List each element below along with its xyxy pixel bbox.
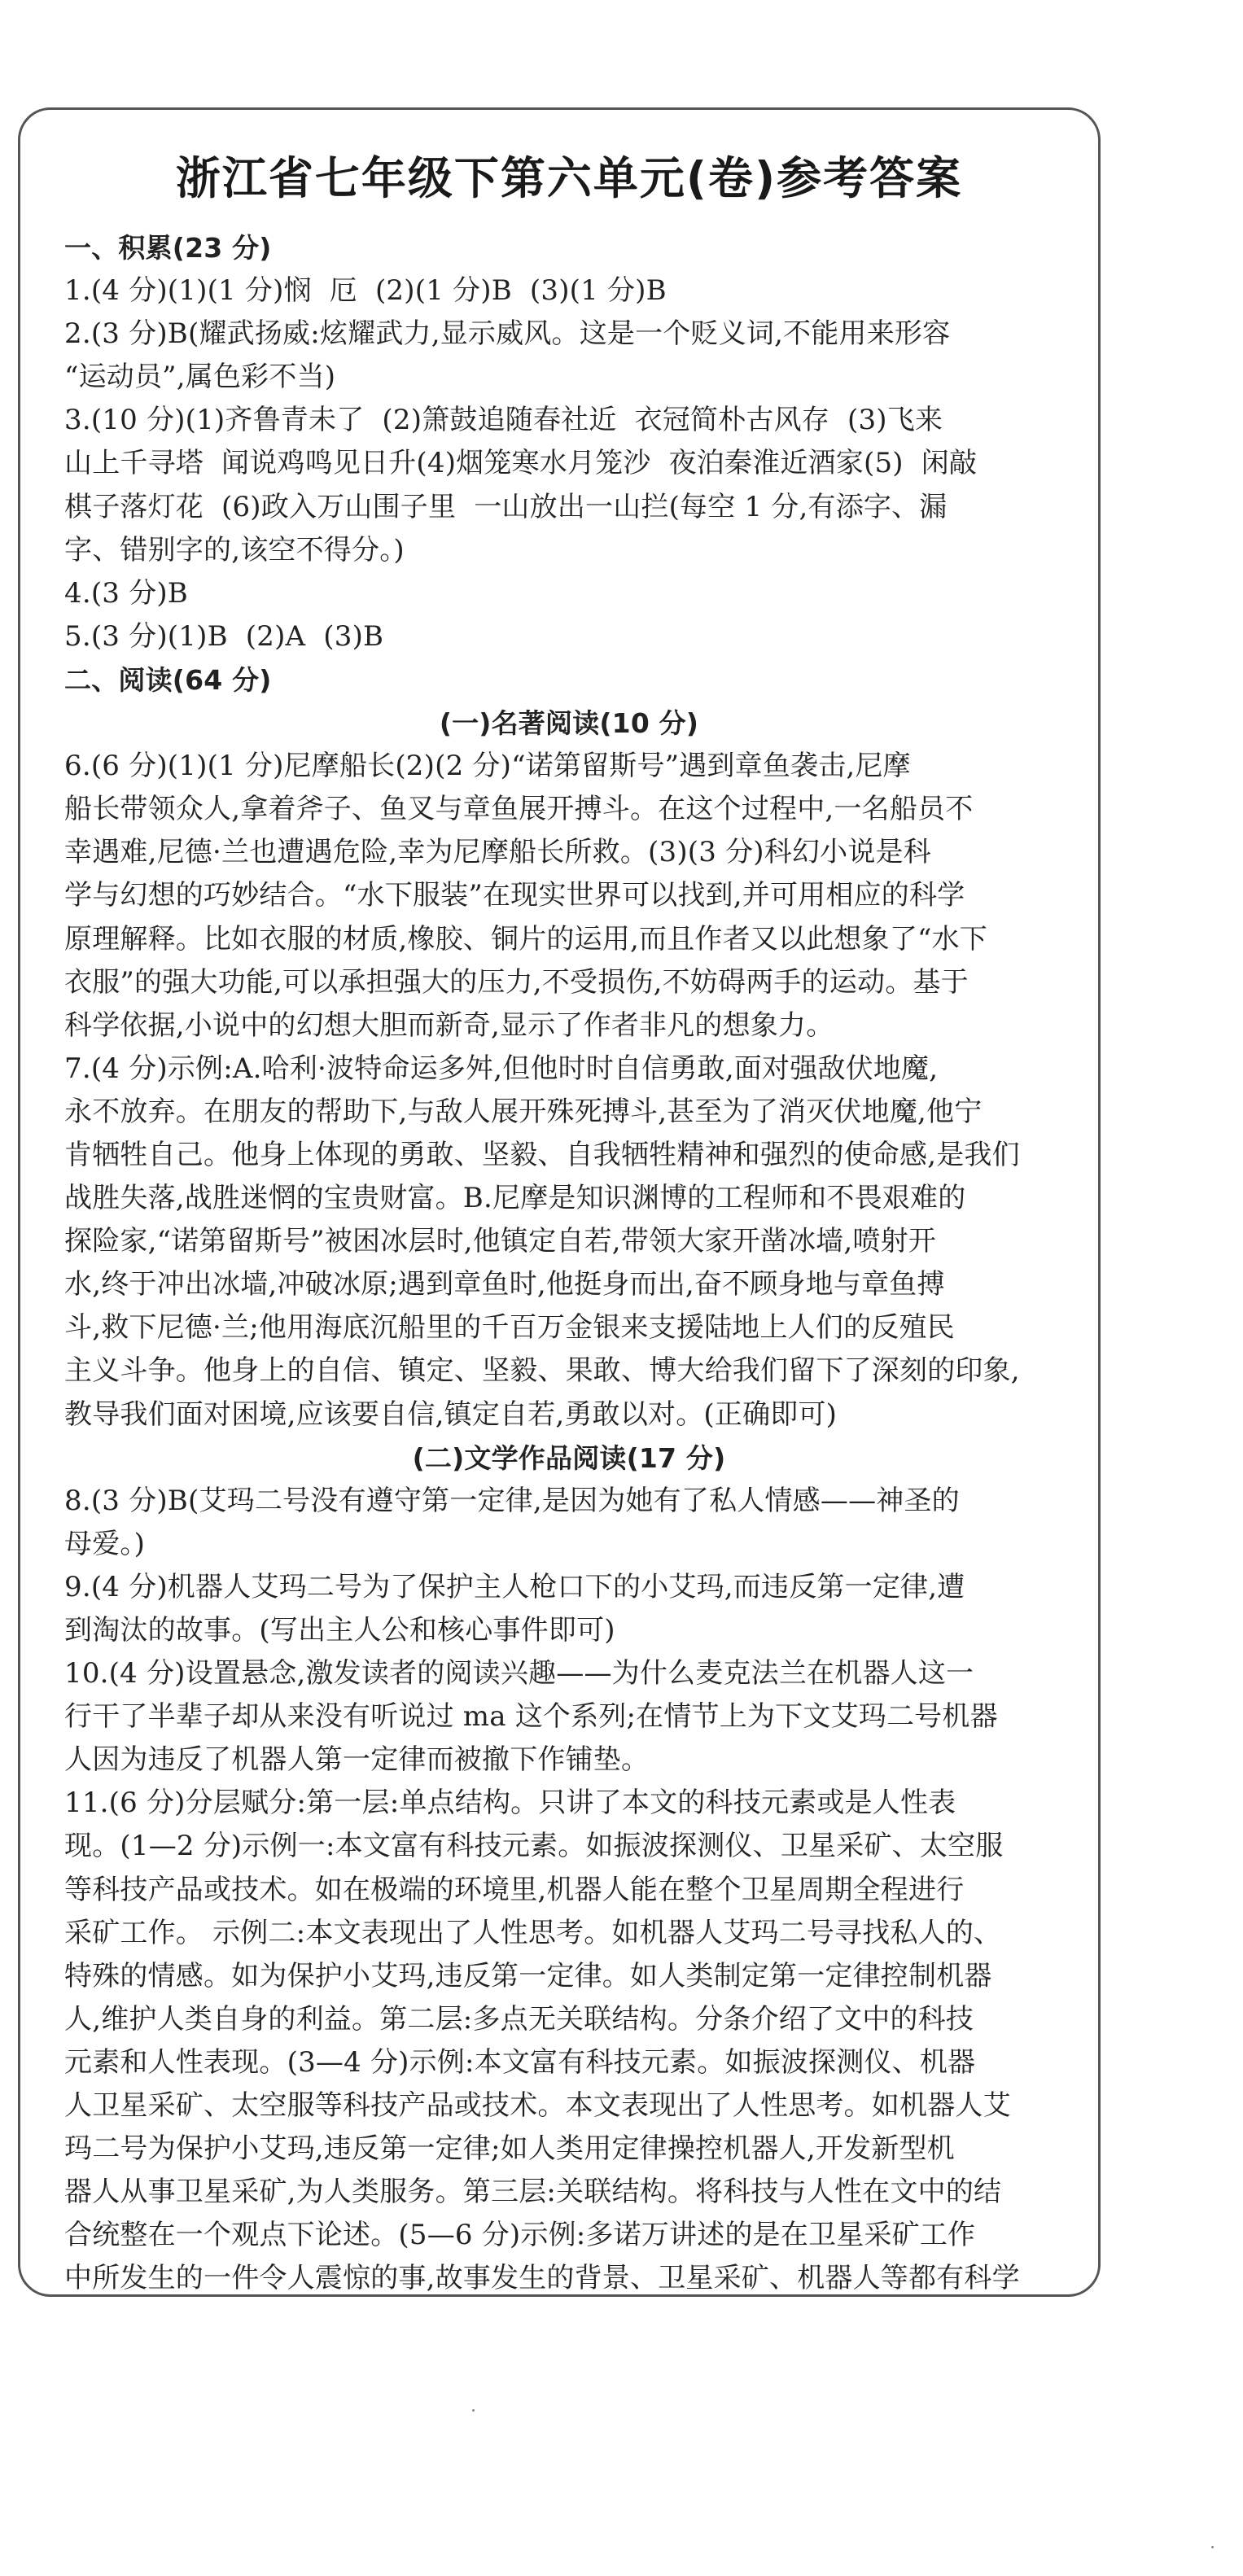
answer-line: 肯牺牲自己。他身上体现的勇敢、坚毅、自我牺牲精神和强烈的使命感,是我们 <box>64 1138 1020 1171</box>
answer-line: 船长带领众人,拿着斧子、鱼叉与章鱼展开搏斗。在这个过程中,一名船员不 <box>64 793 974 826</box>
answer-line: 采矿工作。 示例二:本文表现出了人性思考。如机器人艾玛二号寻找私人的、 <box>64 1916 1002 1949</box>
answer-line: 科学依据,小说中的幻想大胆而新奇,显示了作者非凡的想象力。 <box>64 1008 834 1042</box>
answer-line: 教导我们面对困境,应该要自信,镇定自若,勇敢以对。(正确即可) <box>64 1397 838 1431</box>
scan-speck <box>472 2409 475 2412</box>
answer-line: 战胜失落,战胜迷惘的宝贵财富。B.尼摩是知识渊博的工程师和不畏艰难的 <box>64 1182 966 1215</box>
answer-line: 9.(4 分)机器人艾玛二号为了保护主人枪口下的小艾玛,而违反第一定律,遭 <box>64 1570 965 1603</box>
page-title: 浙江省七年级下第六单元(卷)参考答案 <box>175 152 963 204</box>
answer-line: 11.(6 分)分层赋分:第一层:单点结构。只讲了本文的科技元素或是人性表 <box>64 1787 956 1820</box>
answer-line: 探险家,“诺第留斯号”被困冰层时,他镇定自若,带领大家开凿冰墙,喷射开 <box>64 1225 936 1258</box>
answer-line: 水,终于冲出冰墙,冲破冰原;遇到章鱼时,他挺身而出,奋不顾身地与章鱼搏 <box>64 1268 945 1301</box>
answer-line: “运动员”,属色彩不当) <box>64 361 336 394</box>
answer-line: 斗,救下尼德·兰;他用海底沉船里的千百万金银来支援陆地上人们的反殖民 <box>64 1311 955 1345</box>
answer-line: 3.(10 分)(1)齐鲁青未了 (2)箫鼓追随春社近 衣冠简朴古风存 (3)飞来 <box>64 404 943 437</box>
answer-line: 10.(4 分)设置悬念,激发读者的阅读兴趣——为什么麦克法兰在机器人这一 <box>64 1657 974 1690</box>
answer-body <box>64 226 1074 2301</box>
answer-line: 4.(3 分)B <box>64 576 188 610</box>
answer-line: 母爱。) <box>64 1527 146 1560</box>
answer-line: 特殊的情感。如为保护小艾玛,违反第一定律。如人类制定第一定律控制机器 <box>64 1959 992 1992</box>
subsection-heading: (一)名著阅读(10 分) <box>439 707 699 740</box>
answer-line: 等科技产品或技术。如在极端的环境里,机器人能在整个卫星周期全程进行 <box>64 1873 965 1906</box>
answer-line: 玛二号为保护小艾玛,违反第一定律;如人类用定律操控机器人,开发新型机 <box>64 2132 955 2166</box>
answer-line: 2.(3 分)B(耀武扬威:炫耀武力,显示威风。这是一个贬义词,不能用来形容 <box>64 317 951 351</box>
answer-line: 8.(3 分)B(艾玛二号没有遵守第一定律,是因为她有了私人情感——神圣的 <box>64 1484 960 1517</box>
answer-line: 永不放弃。在朋友的帮助下,与敌人展开殊死搏斗,甚至为了消灭伏地魔,他宁 <box>64 1095 983 1128</box>
answer-line: 到淘汰的故事。(写出主人公和核心事件即可) <box>64 1614 615 1647</box>
answer-line: 学与幻想的巧妙结合。“水下服装”在现实世界可以找到,并可用相应的科学 <box>64 879 965 912</box>
answer-line: 中所发生的一件令人震惊的事,故事发生的背景、卫星采矿、机器人等都有科学 <box>64 2262 1020 2295</box>
answer-line: 合统整在一个观点下论述。(5—6 分)示例:多诺万讲述的是在卫星采矿工作 <box>64 2219 976 2252</box>
answer-line: 元素和人性表现。(3—4 分)示例:本文富有科技元素。如振波探测仪、机器 <box>64 2045 976 2079</box>
section-heading: 一、积累(23 分) <box>64 232 272 264</box>
answer-line: 人卫星采矿、太空服等科技产品或技术。本文表现出了人性思考。如机器人艾 <box>64 2089 1011 2123</box>
answer-line: 衣服”的强大功能,可以承担强大的压力,不受损伤,不妨碍两手的运动。基于 <box>64 965 969 999</box>
answer-line: 人因为违反了机器人第一定律而被撤下作铺垫。 <box>64 1743 650 1777</box>
scan-speck <box>1211 2546 1214 2548</box>
answer-line: 主义斗争。他身上的自信、镇定、坚毅、果敢、博大给我们留下了深刻的印象, <box>64 1354 1020 1388</box>
answer-line: 字、错别字的,该空不得分。) <box>64 533 405 566</box>
answer-line: 山上千寻塔 闻说鸡鸣见日升(4)烟笼寒水月笼沙 夜泊秦淮近酒家(5) 闲敲 <box>64 447 978 480</box>
answer-line: 5.(3 分)(1)B (2)A (3)B <box>64 619 384 653</box>
answer-line: 现。(1—2 分)示例一:本文富有科技元素。如振波探测仪、卫星采矿、太空服 <box>64 1830 1004 1863</box>
section-heading: 二、阅读(64 分) <box>64 663 272 696</box>
answer-line: 原理解释。比如衣服的材质,橡胶、铜片的运用,而且作者又以此想象了“水下 <box>64 922 987 956</box>
answer-line: 6.(6 分)(1)(1 分)尼摩船长(2)(2 分)“诺第留斯号”遇到章鱼袭击,尼摩 <box>64 750 911 783</box>
answer-line: 行干了半辈子却从来没有听说过 ma 这个系列;在情节上为下文艾玛二号机器 <box>64 1700 998 1734</box>
answer-line: 器人从事卫星采矿,为人类服务。第三层:关联结构。将科技与人性在文中的结 <box>64 2176 1002 2209</box>
subsection-heading: (二)文学作品阅读(17 分) <box>412 1441 726 1474</box>
answer-line: 人,维护人类自身的利益。第二层:多点无关联结构。分条介绍了文中的科技 <box>64 2002 974 2036</box>
answer-line: 1.(4 分)(1)(1 分)悯 厄 (2)(1 分)B (3)(1 分)B <box>64 274 667 308</box>
answer-line: 7.(4 分)示例:A.哈利·波特命运多舛,但他时时自信勇敢,面对强敌伏地魔, <box>64 1052 939 1085</box>
answer-line: 幸遇难,尼德·兰也遭遇危险,幸为尼摩船长所救。(3)(3 分)科幻小说是科 <box>64 836 931 869</box>
answer-line: 棋子落灯花 (6)政入万山围子里 一山放出一山拦(每空 1 分,有添字、漏 <box>64 490 948 523</box>
answer-sheet <box>18 107 1101 2297</box>
